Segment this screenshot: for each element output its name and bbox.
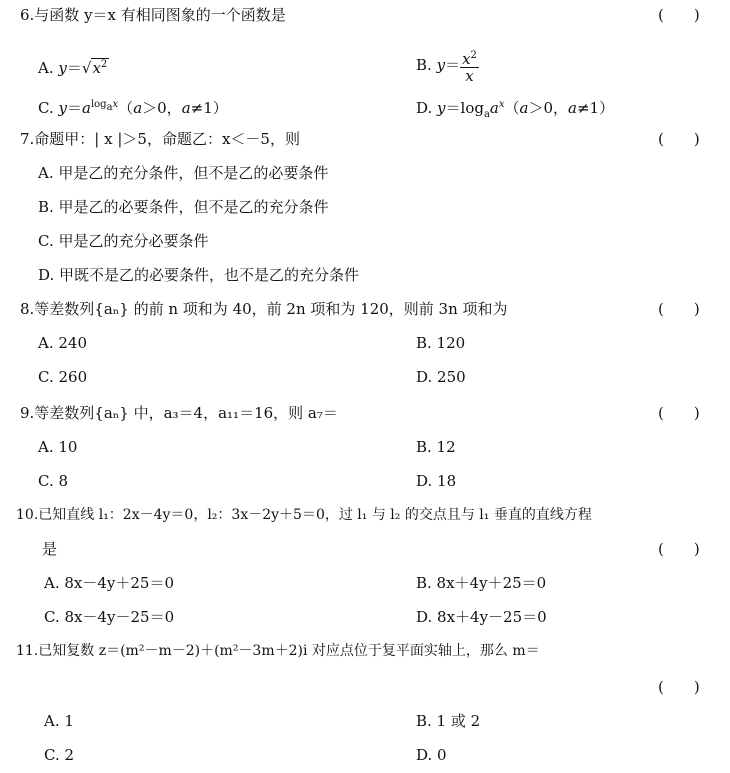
q9-option-d: D. 18 (416, 472, 457, 490)
q9-stem-row (0, 402, 730, 424)
q6-options-cd (0, 94, 730, 120)
sqrt-symbol: $√x^2$ (81, 59, 108, 77)
q11-paren-row (0, 676, 730, 698)
q6-stem: 6.与函数 y＝x 有相同图象的一个函数是 (20, 6, 286, 24)
q9-options-cd (0, 470, 730, 492)
q10-option-c: C. 8x－4y－25＝0 (44, 608, 175, 626)
q10-options-ab (0, 572, 730, 594)
q7-stem: 7.命题甲：| x |＞5，命题乙：x＜－5，则 (20, 130, 300, 148)
q10-stem-row (0, 504, 730, 526)
q8-answer-paren: ( ) (658, 300, 700, 318)
q10-stem-cont-row (0, 538, 730, 560)
q11-option-c: C. 2 (44, 746, 75, 764)
q7-option-b: B. 甲是乙的必要条件，但不是乙的充分条件 (38, 198, 329, 216)
q8-options-cd (0, 366, 730, 388)
q8-option-b: B. 120 (416, 334, 466, 352)
q11-stem-row (0, 640, 730, 662)
q11-options-cd (0, 744, 730, 766)
q10-stem-cont: 是 (42, 540, 58, 558)
q9-answer-paren: ( ) (658, 404, 700, 422)
q7-stem-row (0, 128, 730, 150)
q7-option-d-row (0, 264, 730, 286)
q11-options-ab (0, 710, 730, 732)
q7-answer-paren: ( ) (658, 130, 700, 148)
q7-option-c: C. 甲是乙的充分必要条件 (38, 232, 209, 250)
q9-option-a: A. 10 (38, 438, 78, 456)
q8-options-ab (0, 332, 730, 354)
q9-stem: 9.等差数列{aₙ} 中，a₃＝4，a₁₁＝16，则 a₇＝ (20, 404, 338, 422)
q11-option-b: B. 1 或 2 (416, 712, 481, 730)
q10-option-d: D. 8x＋4y－25＝0 (416, 608, 547, 626)
fraction: $\frac{x^2}{x}$ (462, 50, 477, 85)
q7-option-a: A. 甲是乙的充分条件，但不是乙的必要条件 (38, 164, 329, 182)
q6-options-ab (0, 48, 730, 85)
q8-stem: 8.等差数列{aₙ} 的前 n 项和为 40，前 2n 项和为 120，则前 3n 项和为 (20, 300, 508, 318)
q6-option-b: B. y＝ $\frac{x^2}{x}$ (416, 50, 477, 85)
q10-option-b: B. 8x＋4y＋25＝0 (416, 574, 547, 592)
q11-answer-paren: ( ) (658, 678, 700, 696)
q7-option-b-row (0, 196, 730, 218)
q6-option-c: C. $y=a^{log_ax}(a>0$，a≠1） (38, 99, 228, 117)
q9-option-c: C. 8 (38, 472, 69, 490)
q11-option-d: D. 0 (416, 746, 447, 764)
q6-option-d: D. $y=\log_aa^x(a>0$，a≠1） (416, 99, 615, 120)
q8-option-c: C. 260 (38, 368, 88, 386)
q6-stem-row (0, 4, 730, 26)
q7-option-c-row (0, 230, 730, 252)
q10-option-a: A. 8x－4y＋25＝0 (44, 574, 175, 592)
q10-stem: 10.已知直线 l₁：2x－4y＝0，l₂：3x－2y＋5＝0，过 l₁ 与 l₂ 的交点且与 l₁ 垂直的直线方程 (16, 507, 592, 523)
q10-options-cd (0, 606, 730, 628)
q6-answer-paren: ( ) (658, 6, 700, 24)
q8-option-d: D. 250 (416, 368, 466, 386)
q11-stem: 11.已知复数 z＝(m²－m－2)＋(m²－3m＋2)i 对应点位于复平面实轴上，那么 m＝ (16, 643, 540, 659)
q8-option-a: A. 240 (38, 334, 87, 352)
q7-option-a-row (0, 162, 730, 184)
q7-option-d: D. 甲既不是乙的必要条件，也不是乙的充分条件 (38, 266, 360, 284)
q6-option-a: A. $y=√x^2$ (38, 48, 109, 85)
q8-stem-row (0, 298, 730, 320)
q11-option-a: A. 1 (44, 712, 74, 730)
q9-option-b: B. 12 (416, 438, 456, 456)
q10-answer-paren: ( ) (658, 540, 700, 558)
q9-options-ab (0, 436, 730, 458)
